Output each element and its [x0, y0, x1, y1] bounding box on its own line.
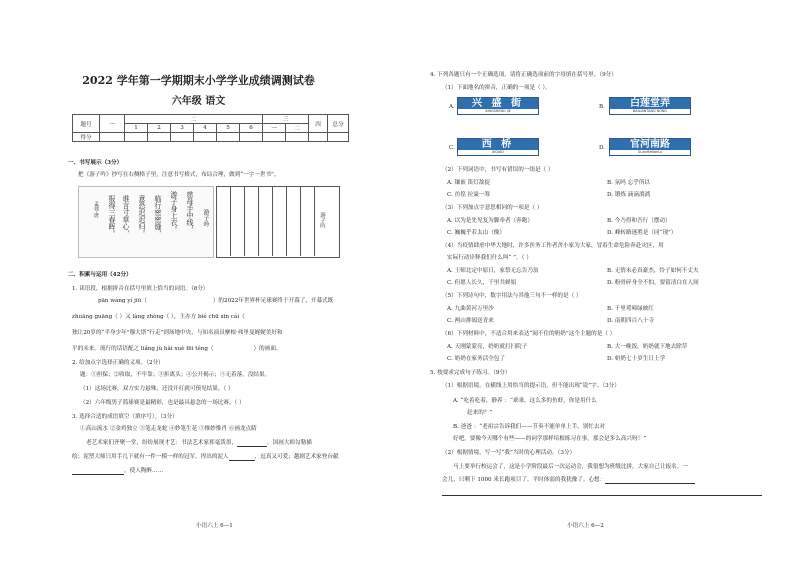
exam-subtitle: 六年级 语文 — [171, 96, 226, 107]
street-sign-a — [457, 97, 539, 115]
q3-line1 — [86, 440, 312, 447]
grid-title: 游子吟 — [319, 212, 325, 229]
q5-b-line1: B. 爸爸 ：“老祖宗告诉我们——节奏不能单单上手，别忙去对 — [453, 424, 606, 430]
sign-d-pinyin: GuanHeNanLu — [610, 150, 690, 155]
q5-2-answer-blank[interactable] — [605, 477, 695, 484]
sign-b-letter: B. — [599, 104, 605, 110]
q3-line1-text: 老艺术家们齐聚一堂，纷纷展现才艺：书法艺术家挥毫泼墨， — [86, 440, 238, 446]
sign-b-pinyin: BAILIANTANG NONG — [610, 109, 690, 114]
left-footer: 小语六上 6—1 — [196, 523, 233, 529]
q5-2-line2 — [442, 477, 695, 484]
q4-4-option-b: B. 无情未必真豪杰，怜子如何不丈夫 — [607, 268, 699, 274]
q5-a-line1: A. “吃着吃着，静养 ：“乖乖，这么多的鱼虾，你是用什么 — [453, 398, 597, 404]
score-header-cell: 三 — [263, 115, 309, 124]
score-sub-cell: 一 — [263, 124, 286, 133]
q3-blank[interactable] — [237, 440, 267, 447]
score-row-label: 得分 — [73, 133, 100, 142]
q5-2-line2-text: 会儿，只剩下 1000 米长跑项目了。平时体弱的我犹豫了。心想： — [442, 477, 606, 483]
poem-line: 谁言寸草心， — [122, 195, 130, 237]
q5-2-prompt: （2）根据情境，写一写“我”当时的心理活动。（3分） — [442, 450, 576, 456]
q4-2-option-a: A. 镶嵌 笛灯敌捉 — [447, 180, 490, 186]
section1-instructions: 把《游子吟》抄写在右侧格子里，注意书写格式，布局合理，做到“一字一世书”。 — [78, 172, 280, 178]
q4-5-option-c: C. 两山排闼送青来 — [447, 318, 494, 324]
q1-line4-text: 平的未来。流行的话语配之 liǎng jù hǎi xuè fēi téng（ — [72, 346, 214, 352]
score-sub-cell: 3 — [171, 124, 194, 133]
q4-6-option-d: D. 奶奶七十岁生日上学 — [607, 356, 666, 362]
q3-line2-text: 绘；泥塑大师只用手几下就有一件一模一样的冠军，捏出的泥人 — [72, 454, 229, 460]
sign-c-name: 西 桥 — [481, 139, 515, 150]
section2-heading: 二、积累与运用（42分） — [68, 272, 132, 278]
poem-model-card — [78, 186, 214, 258]
q1-line4 — [72, 346, 282, 353]
sign-a-pinyin: XINGSHENG JIE — [458, 109, 538, 114]
q4-5-option-d: D. 南朝四百八十寺 — [607, 318, 654, 324]
score-sub-cell: 6 — [240, 124, 263, 133]
q4-5-option-b: B. 千里莺啼绿映红 — [607, 306, 654, 312]
q4-4-option-a: A. 王师北定中原日，家祭无忘告乃翁 — [447, 268, 539, 274]
q4-3-prompt: （3）下列加点字意思相同的一项是（ ） — [442, 205, 543, 211]
poem-line: 意恐迟迟归。 — [138, 195, 146, 237]
q4-3-option-b: B. 今乃得和吾行（摆动） — [607, 218, 671, 224]
q4-6-option-b: B. 大一晚饭，奶奶就下地去除草 — [607, 344, 688, 350]
q5-a-line2: 赶来的？” — [467, 410, 493, 416]
q3-blank[interactable] — [229, 454, 255, 461]
street-sign-c — [457, 138, 539, 156]
q4-4-option-d: D. 粉骨碎身全不怕，要留清白在人间 — [607, 280, 699, 286]
q4-4-option-c: C. 但愿人长久，千里共婵娟 — [447, 280, 517, 286]
q3-line1-end: ，国画大师勾勒描 — [267, 440, 312, 446]
right-footer: 小语六上 6—2 — [567, 523, 604, 529]
q3-line2 — [72, 454, 339, 461]
score-header-cell: 一 — [100, 115, 125, 133]
q4-3-option-d: D. 峰转路迷胜是（同“现”） — [607, 230, 677, 236]
score-sub-cell: 2 — [148, 124, 171, 133]
score-header-cell: 总分 — [328, 115, 349, 133]
score-header-cell: 四 — [309, 115, 328, 133]
q3-line3 — [72, 468, 163, 475]
sign-a-name: 兴 盛 街 — [472, 98, 524, 109]
q4-3-option-a: A. 以为是先见复为脚牵者（奔跑） — [447, 218, 533, 224]
poem-line: 报得三春晖。 — [108, 195, 116, 237]
q3-line3-end: ，使人陶醉…… — [124, 468, 164, 474]
score-header-cell: 二 — [125, 115, 263, 124]
sign-a-letter: A. — [449, 104, 455, 110]
q4-4-prompt: （4）当疫情肆虐中华大地时，许多医务工作者舍小家为大家，冒着生命危险奔赴灾区，用 — [442, 243, 664, 249]
q1-line4-end: ）的画面。 — [253, 346, 282, 352]
q3-line2-end: ，逗真又可爱；越剧艺术家登台献 — [254, 454, 339, 460]
poem-title: 游子吟 — [202, 209, 209, 227]
q4-prompt: 4. 下列各题只有一个正确选项，请将正确选项前的字母填在括号里。（9分） — [430, 72, 617, 78]
q1-line1 — [98, 298, 333, 305]
street-sign-b — [609, 97, 691, 115]
score-sub-cell: 二 — [286, 124, 309, 133]
sign-b-name: 白莲堂弄 — [630, 98, 670, 109]
q2-prompt: 2. 给加点字选择正确的义项。（2分） — [72, 360, 164, 366]
q5-2-line1: 马上要举行校运会了，这是小学阶段最后一次运动会，我很想为班级比拼，大家自己让报名。一 — [453, 464, 688, 470]
poem-author: 孟郊·唐 — [93, 201, 99, 218]
q4-2-prompt: （2）下列词语中，书写有错误的一组是（ ） — [442, 167, 554, 173]
q5-2-answer-line[interactable] — [442, 489, 762, 496]
exam-title: 2022 学年第一学期期末小学学业成绩调测试卷 — [82, 74, 315, 87]
q3-blank[interactable] — [72, 468, 124, 475]
q1-line2: zhuāng guāng（ ）又 làng zhòng（ ），主办方 bié chū xīn cái（ — [72, 314, 245, 320]
right-page — [397, 0, 794, 561]
q4-6-option-a: A. 天刚蒙蒙亮，奶奶就打扫院子 — [447, 344, 528, 350]
score-sub-cell: 4 — [194, 124, 217, 133]
q4-1-prompt: （1）下面地名的拼音，正确的一项是（ ）。 — [442, 85, 551, 91]
q3-options: ①高山流水 ②金鸡独立 ③笔走龙蛇 ④妙笔生花 ⑤惟妙惟肖 ⑥画龙点睛 — [80, 426, 257, 432]
sign-d-name: 官河南路 — [630, 139, 670, 150]
poem-line: 游子身上衣。 — [170, 191, 178, 233]
q4-2-option-c: C. 彷徨 拉粜一筹 — [447, 192, 490, 198]
q5-prompt: 5. 按要求完成句子练习。（9分） — [430, 370, 511, 376]
q5-1-prompt: （1）根据语境，在横线上用恰当的提示语，但不能出现“说”字。（3分） — [442, 383, 620, 389]
q4-2-option-d: D. 锻炼 滴滴淌淌 — [607, 192, 651, 198]
sign-c-letter: C. — [449, 145, 455, 151]
q1-line1-pinyin: pān wàng yí jiū（ — [98, 298, 147, 304]
sign-d-letter: D. — [599, 145, 606, 151]
section1-heading: 一、书写展示（3分） — [68, 160, 123, 166]
street-sign-d — [609, 138, 691, 156]
q1-line3: 独让20岁的“半身少年”穆大塔“行走”到场地中央，与知名演员摩根·弗里曼娓娓美好和 — [72, 330, 283, 336]
q1-line1-rest: ）的2022年世界杯足球赛终于开幕了，开幕式既 — [212, 298, 334, 304]
score-sub-cell: 5 — [217, 124, 240, 133]
poem-line: 慈母手中线， — [186, 191, 194, 233]
q5-b-line2: 好吧，要像今天哪个有些——的同学那样培根练习在事。那会是多么高兴呀！” — [453, 436, 647, 442]
sign-c-pinyin: XIQIAO — [458, 150, 538, 155]
q4-5-prompt: （5）下列诗句中，数字用法与其他三句不一样的是（ ） — [442, 293, 582, 299]
poem-line: 临行密密缝， — [154, 195, 162, 237]
score-table — [72, 114, 349, 142]
q4-6-option-c: C. 奶奶在家务活全包了 — [447, 356, 505, 362]
q2-item1: （1）这场比赛，双方实力悬殊，还没开打就可预见结果。（ ） — [80, 386, 234, 392]
score-sub-cell: 1 — [125, 124, 148, 133]
q4-5-option-a: A. 九曲黄河万里沙 — [447, 306, 494, 312]
q2-item2: （2）六年级男子篮球赛是最精彩，也是最具悬念的一场比赛。（ ） — [80, 400, 245, 406]
q4-4-prompt-cont: 实际行动诠释我们什么叫“ ”。（ ） — [447, 255, 532, 261]
q2-definitions: 题：①担保；②收取，不牢靠；③折离头；④公开揭示；⑤无着落，没结果。 — [80, 372, 271, 378]
q4-6-prompt: （6）下列材料中，不适合用来表达“闻不住的奶奶”这个主题的是（ ） — [442, 331, 616, 337]
q4-3-option-c: C. 巍巍乎若太山（像） — [447, 230, 505, 236]
q3-prompt: 3. 选择合适的成语填空（填序号）。（3分） — [72, 414, 178, 420]
score-header-cell: 题号 — [73, 115, 100, 133]
q1-prompt: 1. 读语段，根据拼音在括号里填上恰当的词语。（8分） — [72, 286, 209, 292]
q4-2-option-b: B. 氛吗 忘乎所以 — [607, 180, 651, 186]
